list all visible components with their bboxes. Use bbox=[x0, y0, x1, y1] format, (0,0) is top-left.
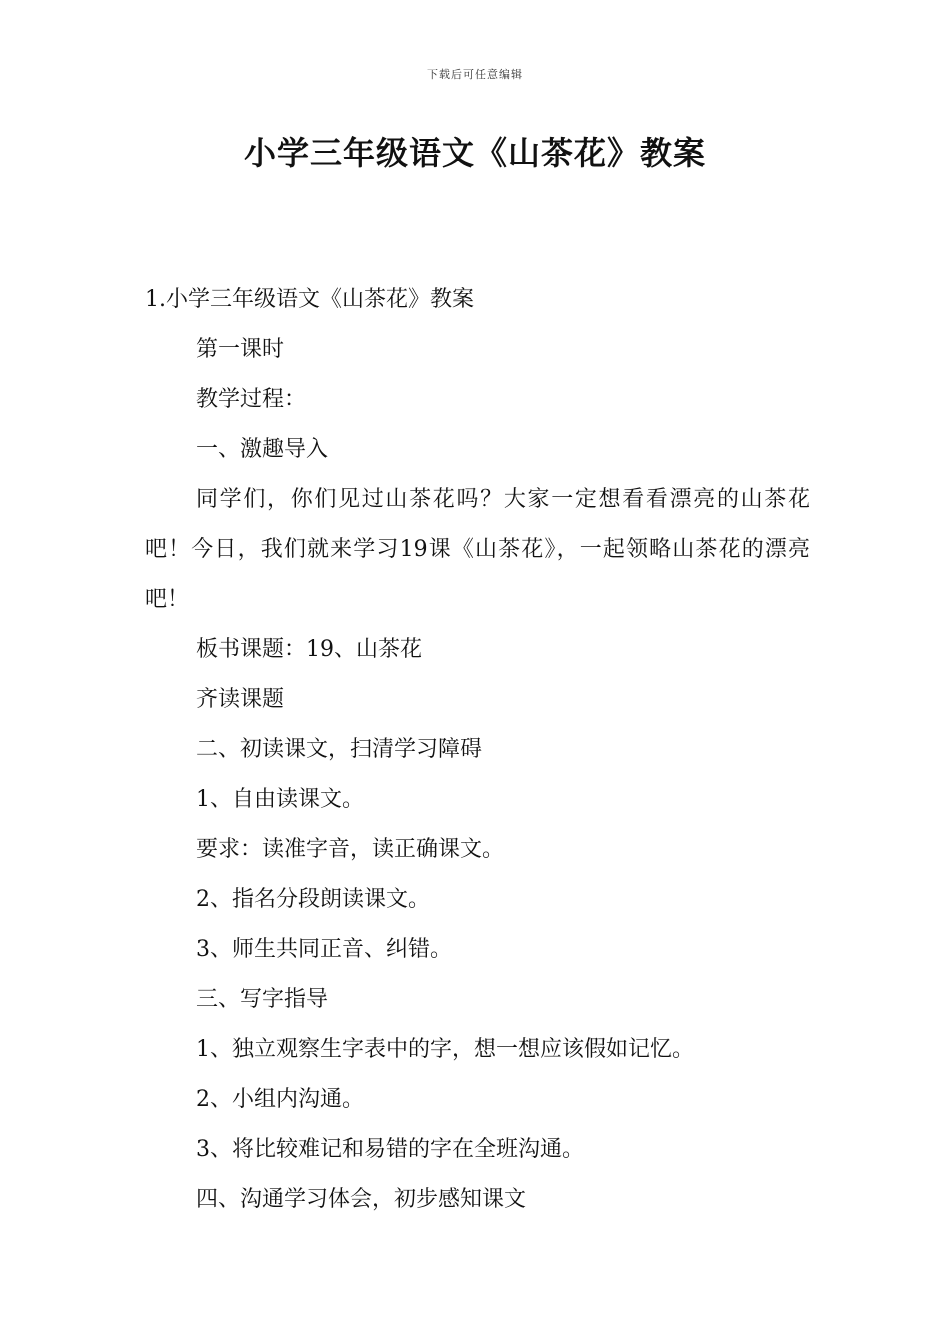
paragraph: 板书课题：19、山茶花 bbox=[196, 637, 422, 662]
paragraph: 3、将比较难记和易错的字在全班沟通。 bbox=[196, 1137, 584, 1162]
document-body bbox=[145, 275, 810, 1225]
page-header-note: 下载后可任意编辑 bbox=[427, 68, 523, 81]
section-heading: 1.小学三年级语文《山茶花》教案 bbox=[145, 287, 474, 312]
paragraph: 3、师生共同正音、纠错。 bbox=[196, 937, 452, 962]
paragraph: 1、自由读课文。 bbox=[196, 787, 364, 812]
paragraph: 四、沟通学习体会，初步感知课文 bbox=[196, 1187, 527, 1212]
paragraph: 一、激趣导入 bbox=[196, 437, 329, 462]
paragraph: 2、小组内沟通。 bbox=[196, 1087, 364, 1112]
paragraph: 要求：读准字音，读正确课文。 bbox=[196, 837, 505, 862]
lesson-period: 第一课时 bbox=[196, 337, 285, 362]
paragraph: 齐读课题 bbox=[196, 687, 285, 712]
paragraph: 1、独立观察生字表中的字，想一想应该假如记忆。 bbox=[196, 1037, 694, 1062]
document-title: 小学三年级语文《山茶花》教案 bbox=[243, 134, 706, 172]
paragraph: 三、写字指导 bbox=[196, 987, 329, 1012]
paragraph: 教学过程： bbox=[196, 387, 307, 412]
paragraph: 二、初读课文，扫清学习障碍 bbox=[196, 737, 483, 762]
paragraph: 2、指名分段朗读课文。 bbox=[196, 887, 430, 912]
paragraph: 同学们，你们见过山茶花吗？大家一定想看看漂亮的山茶花吧！今日，我们就来学习19课《山茶花》，一起领略山茶花的漂亮吧！ bbox=[145, 487, 810, 612]
